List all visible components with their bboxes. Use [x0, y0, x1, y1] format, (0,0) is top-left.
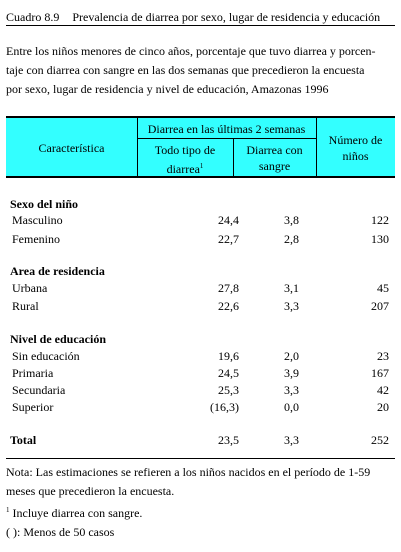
cell-any-diarrhea: 24,5	[218, 366, 239, 380]
cell-bloody-diarrhea: 3,3	[284, 299, 299, 313]
cell-number-children: 45	[377, 281, 389, 295]
footnote-marker: 1	[199, 162, 204, 170]
table-notes	[6, 463, 395, 542]
section-title: Sexo del niño	[10, 197, 79, 211]
cell-bloody-diarrhea: 0,0	[284, 400, 299, 414]
cell-number-children: 20	[377, 400, 389, 414]
cell-number-children: 207	[371, 299, 389, 313]
intro-line: por sexo, lugar de residencia y nivel de educación, Amazonas 1996	[6, 82, 329, 96]
row-label: Urbana	[12, 281, 48, 295]
table-title	[6, 10, 393, 25]
cell-number-children: 42	[377, 383, 389, 397]
table-row	[6, 365, 395, 382]
intro-line: taje con diarrea con sangre en las dos semanas que precedieron la encuesta	[6, 63, 365, 77]
header-number-children	[316, 132, 395, 164]
title-underline	[6, 25, 395, 26]
total-row	[6, 432, 395, 449]
header-number-line1: Número de	[328, 133, 383, 147]
cell-any-diarrhea: 25,3	[218, 383, 239, 397]
table-number: Cuadro 8.9	[6, 10, 60, 24]
cell-any-diarrhea: 23,5	[218, 433, 239, 447]
header-bloody-line2: sangre	[258, 159, 291, 173]
header-number-line2: niños	[342, 149, 369, 163]
cell-number-children: 130	[371, 232, 389, 246]
cell-bloody-diarrhea: 3,8	[284, 213, 299, 227]
cell-any-diarrhea: 19,6	[218, 349, 239, 363]
section-heading	[6, 196, 395, 213]
cell-any-diarrhea: (16,3)	[210, 400, 239, 414]
cell-bloody-diarrhea: 2,0	[284, 349, 299, 363]
cell-bloody-diarrhea: 3,1	[284, 281, 299, 295]
table-header	[6, 116, 395, 178]
section-title: Nivel de educación	[10, 332, 106, 346]
table-row	[6, 382, 395, 399]
footnote	[6, 501, 395, 523]
cell-number-children: 122	[371, 213, 389, 227]
cell-number-children: 167	[371, 366, 389, 380]
parentheses-note: ( ): Menos de 50 casos	[6, 525, 115, 539]
cell-bloody-diarrhea: 3,3	[284, 383, 299, 397]
header-any-diarrhea	[137, 142, 233, 177]
cell-any-diarrhea: 24,4	[218, 213, 239, 227]
footnote-marker: 1	[6, 506, 10, 514]
cell-number-children: 23	[377, 349, 389, 363]
intro-line: Entre los niños menores de cinco años, porcentaje que tuvo diarrea y porcen-	[6, 44, 376, 58]
header-any-diarrhea-line2	[137, 158, 233, 177]
section-title: Area de residencia	[10, 264, 105, 278]
table-row	[6, 399, 395, 416]
section-heading	[6, 331, 395, 348]
row-label: Masculino	[12, 213, 63, 227]
note-line: meses que precedieron la encuesta.	[6, 484, 175, 498]
table-row	[6, 348, 395, 365]
cell-any-diarrhea: 22,6	[218, 299, 239, 313]
header-bloody-line1: Diarrea con	[246, 143, 303, 157]
header-bloody-diarrhea	[233, 142, 316, 174]
cell-bloody-diarrhea: 2,8	[284, 232, 299, 246]
cell-number-children: 252	[371, 433, 389, 447]
header-divider	[137, 138, 316, 139]
table-row	[6, 231, 395, 248]
row-label: Sin educación	[12, 349, 80, 363]
table-row	[6, 212, 395, 229]
row-label: Femenino	[12, 232, 60, 246]
cell-any-diarrhea: 27,8	[218, 281, 239, 295]
header-characteristic: Característica	[38, 141, 105, 155]
cell-any-diarrhea: 22,7	[218, 232, 239, 246]
row-label: Secundaria	[12, 383, 66, 397]
footnote-text: Incluye diarrea con sangre.	[9, 506, 143, 520]
table-description	[6, 42, 395, 99]
header-group: Diarrea en las últimas 2 semanas	[147, 122, 306, 136]
section-heading	[6, 263, 395, 280]
table-bottom-rule	[6, 458, 395, 459]
cell-bloody-diarrhea: 3,3	[284, 433, 299, 447]
row-label: Superior	[12, 400, 54, 414]
note-line: Nota: Las estimaciones se refieren a los niños nacidos en el período de 1-59	[6, 465, 371, 479]
row-label: Primaria	[12, 366, 54, 380]
row-label: Total	[10, 433, 37, 447]
cell-bloody-diarrhea: 3,9	[284, 366, 299, 380]
header-any-diarrhea-line1: Todo tipo de	[154, 143, 216, 157]
table-title-text: Prevalencia de diarrea por sexo, lugar de residencia y educación	[72, 10, 381, 24]
row-label: Rural	[12, 299, 39, 313]
header-any-diarrhea-text: diarrea	[166, 162, 200, 176]
table-row	[6, 298, 395, 315]
table-row	[6, 280, 395, 297]
